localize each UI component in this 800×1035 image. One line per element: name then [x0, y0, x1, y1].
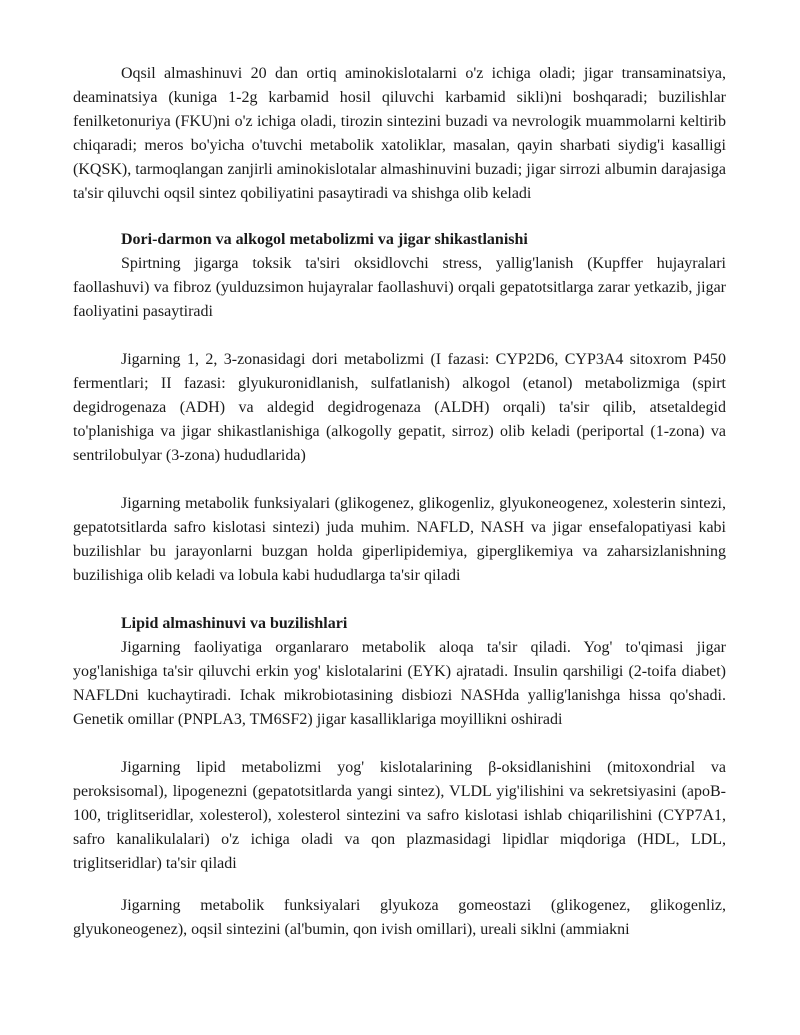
paragraph-glucose-homeostasis: Jigarning metabolik funksiyalari glyukoza gomeostazi (glikogenez, glikogenliz, glyukoneogenez), oqsil sintezini (al'bumin, qon ivish omillari), ureali siklni (ammiakni — [73, 897, 726, 938]
document-page — [73, 62, 726, 942]
paragraph-alcohol-toxicity: Spirtning jigarga toksik ta'siri oksidlovchi stress, yallig'lanish (Kupffer hujayralari faollashuvi) va fibroz (yulduzsimon hujayralar faollashuvi) orqali gepatotsitlarga zarar yetkazib, jigar faoliyatini pasaytiradi — [73, 255, 726, 320]
heading-drug-alcohol-metabolism: Dori-darmon va alkogol metabolizmi va jigar shikastlanishi — [121, 231, 528, 248]
paragraph-protein-metabolism: Oqsil almashinuvi 20 dan ortiq aminokislotalarni o'z ichiga oladi; jigar transaminatsiya, deaminatsiya (kuniga 1-2g karbamid hosil qiluvchi karbamid sikli)ni boshqaradi; buzilishlar fenilketonuriya (FKU)ni o'z ichiga oladi, tirozin sintezini buzadi va nevrologik muammolarni keltirib chiqaradi; meros bo'yicha o'tuvchi metabolik xatoliklar, masalan, qayin sharbati siydig'i kasalligi (KQSK), tarmoqlangan zanjirli aminokislotalar almashinuvini buzadi; jigar sirrozi albumin darajasiga ta'sir qiluvchi oqsil sintez qobiliyatini pasaytiradi va shishga olib keladi — [73, 65, 726, 202]
heading-lipid-metabolism: Lipid almashinuvi va buzilishlari — [121, 615, 348, 632]
paragraph-drug-metabolism-zones: Jigarning 1, 2, 3-zonasidagi dori metabolizmi (I fazasi: CYP2D6, CYP3A4 sitoxrom P450 fermentlari; II fazasi: glyukuronidlanish, sulfatlanish) alkogol (etanol) metabolizmiga (spirt degidrogenaza (ADH) va aldegid degidrogenaza (ALDH) orqali) ta'sir qilib, atsetaldegid to'planishiga va jigar shikastlanishiga (alkogolly gepatit, sirroz) olib keladi (periportal (1-zona) va sentrilobulyar (3-zona) hududlarida) — [73, 351, 726, 464]
paragraph-lipid-metabolism: Jigarning lipid metabolizmi yog' kislotalarining β-oksidlanishini (mitoxondrial va peroksisomal), lipogenezni (gepatotsitlarda yangi sintez), VLDL yig'ilishini va sekretsiyasini (apoB-100, triglitseridlar, xolesterol), xolesterol sintezini va safro kislotasi ishlab chiqarilishini (CYP7A1, safro kanalikulalari) o'z ichiga oladi va qon plazmasidagi lipidlar miqdoriga (HDL, LDL, triglitseridlar) ta'sir qiladi — [73, 759, 726, 872]
paragraph-metabolic-functions: Jigarning metabolik funksiyalari (glikogenez, glikogenliz, glyukoneogenez, xolesterin sintezi, gepatotsitlarda safro kislotasi sintezi) juda muhim. NAFLD, NASH va jigar ensefalopatiyasi kabi buzilishlar bu jarayonlarni buzgan holda giperlipidemiya, giperglikemiya va zaharsizlanishning buzilishiga olib keladi va lobula kabi hududlarga ta'sir qiladi — [73, 495, 726, 584]
paragraph-interorgan-communication: Jigarning faoliyatiga organlararo metabolik aloqa ta'sir qiladi. Yog' to'qimasi jigar yog'lanishiga ta'sir qiluvchi erkin yog' kislotalarini (EYK) ajratadi. Insulin qarshiligi (2-toifa diabet) NAFLDni kuchaytiradi. Ichak mikrobiotasining disbiozi NASHda yallig'lanishga hissa qo'shadi. Genetik omillar (PNPLA3, TM6SF2) jigar kasalliklariga moyillikni oshiradi — [73, 639, 726, 728]
